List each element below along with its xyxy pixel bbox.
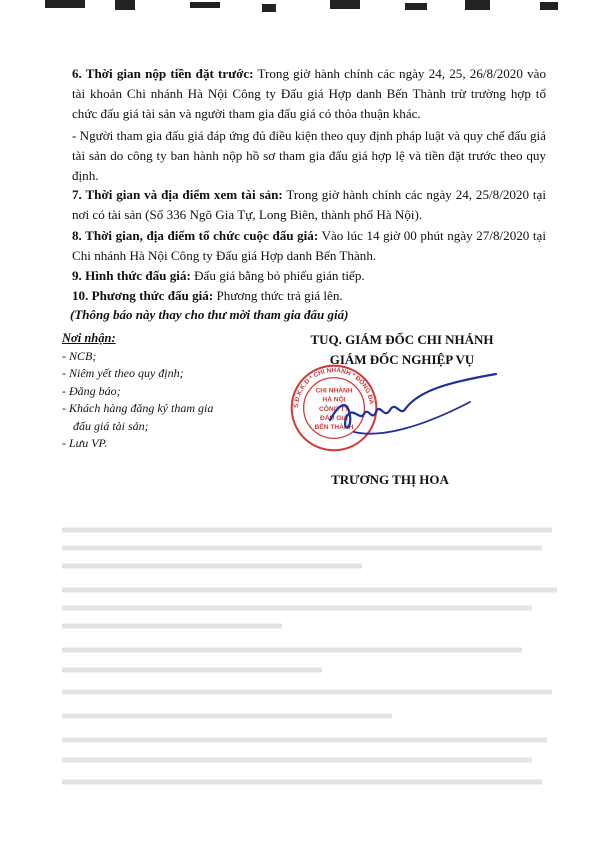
seal-line-3: CÔNG TY (318, 405, 350, 413)
recipient-item: - Khách hàng đăng ký tham gia (62, 401, 214, 415)
recipient-item: - Lưu VP. (62, 436, 108, 450)
item-7-label: 7. Thời gian và địa điểm xem tài sản: (72, 187, 283, 202)
recipient-item: đấu giá tài sản; (73, 418, 149, 433)
signature-line-1: TUQ. GIÁM ĐỐC CHI NHÁNH (310, 332, 494, 347)
seal-ring-text: S.Đ.K.K.D * CHI NHÁNH * ĐỐNG ĐA (293, 367, 375, 409)
recipients-heading: Nơi nhận: (62, 331, 116, 345)
seal-line-2: HÀ NỘI (322, 396, 346, 404)
signer-name: TRƯƠNG THỊ HOA (331, 472, 449, 487)
item-7 (72, 185, 546, 225)
item-8-text: Vào lúc 14 giờ 00 phút ngày 27/8/2020 tại Chi nhánh Hà Nội Công ty Đấu giá Hợp danh Bến Thành. (72, 228, 546, 263)
item-9-label: 9. Hình thức đấu giá: (72, 268, 191, 283)
notice-line: (Thông báo này thay cho thư mời tham gia đấu giá) (70, 307, 349, 322)
item-10-label: 10. Phương thức đấu giá: (72, 288, 214, 303)
seal-line-1: CHI NHÁNH (315, 387, 353, 395)
item-6-note-text: - Người tham gia đấu giá đáp ứng đủ điều kiện theo quy định pháp luật và quy chế đấu giá tài sản do công ty ban hành nộp hồ sơ tham gia đấu giá hợp lệ và tiền đặt trước theo quy định. (72, 128, 546, 183)
item-9 (72, 266, 546, 286)
recipient-item: - NCB; (62, 348, 97, 363)
recipients-block (62, 330, 302, 453)
show-through-text (62, 520, 562, 820)
handwritten-signature-icon (320, 372, 500, 452)
item-6-note (72, 126, 546, 186)
item-6-label: 6. Thời gian nộp tiền đặt trước: (72, 66, 254, 81)
item-8-label: 8. Thời gian, địa điểm tổ chức cuộc đấu giá: (72, 228, 319, 243)
recipient-item: - Niêm yết theo quy định; (62, 366, 184, 380)
seal-line-4: ĐẤU GIÁ (320, 414, 348, 422)
seal-line-5: BẾN THÀNH (314, 424, 354, 432)
recipient-item: - Đăng báo; (62, 383, 121, 398)
item-6 (72, 64, 546, 124)
item-6-text: Trong giờ hành chính các ngày 24, 25, 26/8/2020 vào tài khoản Chi nhánh Hà Nội Công ty Đấu giá Hợp danh Bến Thành trừ trường hợp tổ chức đấu giá tài sản và người tham gia đấu giá có thỏa thuận khác. (72, 66, 546, 121)
signature-line-2: GIÁM ĐỐC NGHIỆP VỤ (329, 352, 475, 367)
item-10-text: Phương thức trả giá lên. (213, 288, 343, 303)
item-9-text: Đấu giá bằng bỏ phiếu gián tiếp. (190, 268, 365, 283)
item-10 (72, 286, 546, 306)
item-7-text: Trong giờ hành chính các ngày 24, 25/8/2020 tại nơi có tài sản (Số 336 Ngõ Gia Tự, Long Biên, thành phố Hà Nội). (72, 187, 546, 222)
top-scan-artifact (0, 0, 600, 30)
item-8 (72, 226, 546, 266)
